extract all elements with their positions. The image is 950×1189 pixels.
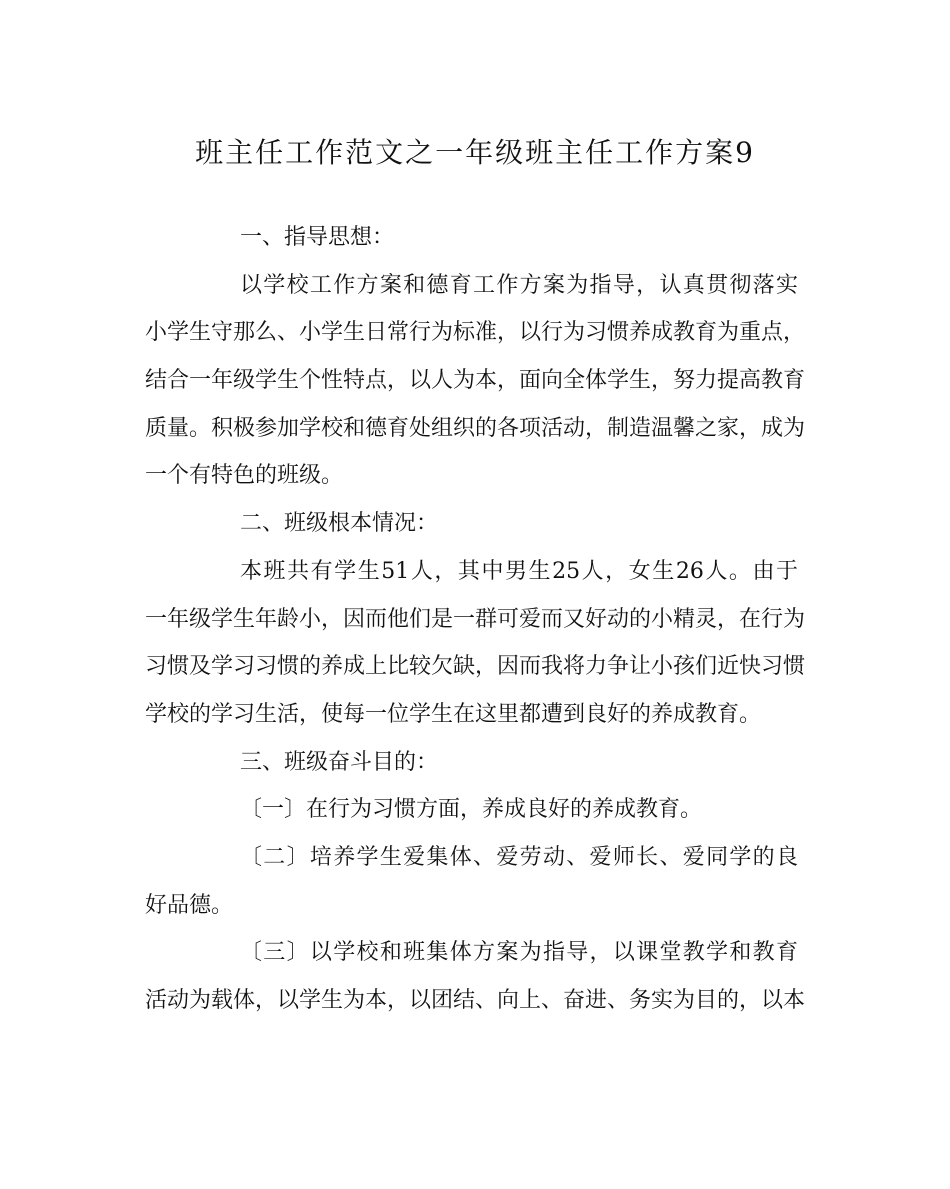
text-line: 三、班级奋斗目的： — [240, 749, 439, 775]
text-line: 〔二〕培养学生爱集体、爱劳动、爱师长、爱同学的良 — [240, 844, 798, 870]
text-line: 〔三〕以学校和班集体方案为指导，以课堂教学和教育 — [240, 940, 798, 966]
document-title: 班主任工作范文之一年级班主任工作方案9 — [195, 136, 755, 169]
text-line: 活动为载体，以学生为本，以团结、向上、奋进、务实为目的，以本 — [145, 988, 806, 1013]
text-line: 小学生守那么、小学生日常行为标准，以行为习惯养成教育为重点， — [145, 320, 806, 346]
text-line: 一年级学生年龄小，因而他们是一群可爱而又好动的小精灵，在行为 — [145, 606, 806, 632]
text-line: 结合一年级学生个性特点，以人为本，面向全体学生，努力提高教育 — [145, 368, 806, 394]
text-line: 学校的学习生活，使每一位学生在这里都遭到良好的养成教育。 — [145, 701, 762, 727]
text-line: 好品德。 — [145, 892, 234, 918]
text-line: 〔一〕在行为习惯方面，养成良好的养成教育。 — [240, 797, 703, 823]
text-line: 二、班级根本情况： — [240, 511, 439, 537]
text-line: 一、指导思想： — [240, 225, 395, 250]
text-line: 一个有特色的班级。 — [145, 463, 344, 489]
text-line: 习惯及学习习惯的养成上比较欠缺，因而我将力争让小孩们近快习惯 — [145, 654, 806, 680]
document-body — [145, 214, 806, 1025]
text-line: 以学校工作方案和德育工作方案为指导，认真贯彻落实 — [240, 272, 798, 298]
text-line: 质量。积极参加学校和德育处组织的各项活动，制造温馨之家，成为 — [145, 415, 806, 441]
text-line: 本班共有学生51人，其中男生25人，女生26人。由于 — [240, 558, 798, 584]
